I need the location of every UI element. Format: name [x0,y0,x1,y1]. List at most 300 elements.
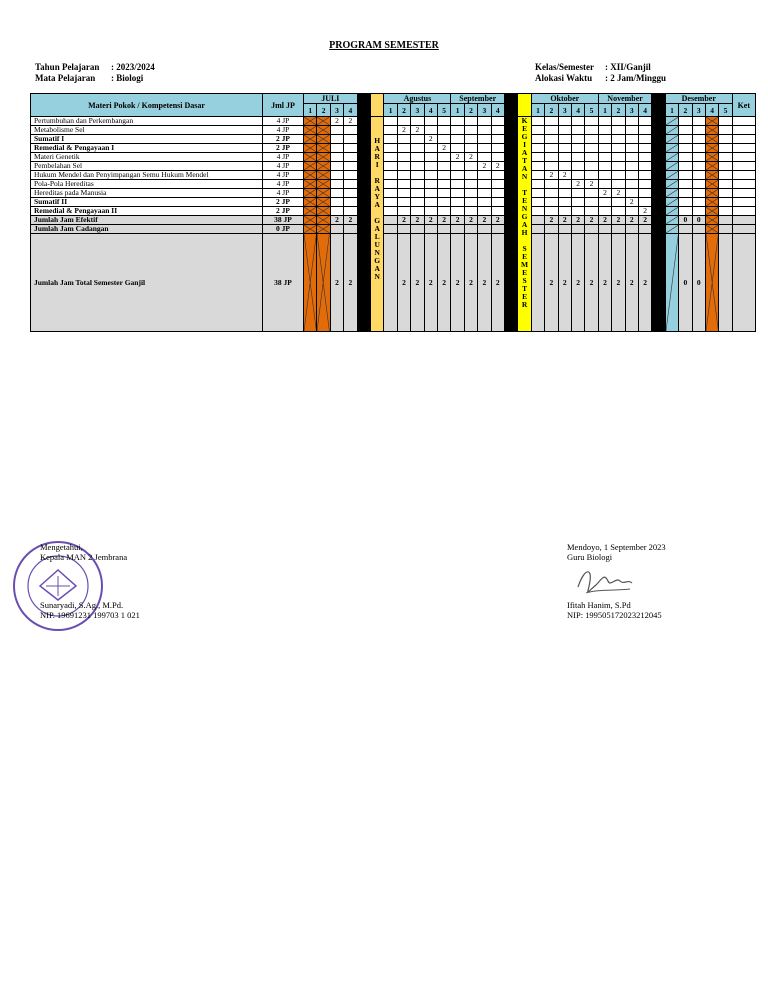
cell-nov2 [612,171,625,180]
cell-okt3 [558,207,571,216]
sig-right-line1: Mendoyo, 1 September 2023 [567,542,666,552]
cell-okt1 [531,144,544,153]
cell-agu2 [397,189,410,198]
cell-sep2 [464,207,477,216]
cell-agu2 [397,135,410,144]
cell-value: 2 [455,277,460,287]
cell-ket [732,162,755,171]
cell-value: 2 [335,116,339,125]
cell-okt2 [545,189,558,198]
cell-sep3 [478,162,491,171]
cell-agu1 [384,126,397,135]
cell-nov1 [598,162,611,171]
cell-sep1 [451,180,464,189]
cell-jul2 [317,216,330,225]
header-separator [357,94,370,117]
cell-value: 2 [562,215,567,224]
cell-value: 2 [469,277,473,287]
cell-nov2 [612,126,625,135]
cell-value: 2 [442,277,447,287]
cell-value: 2 [348,215,353,224]
row-name: Hereditas pada Manusia [31,189,263,198]
cell-des1 [665,144,678,153]
cell-agu3 [411,126,424,135]
cell-okt2 [545,207,558,216]
cell-jul2 [317,171,330,180]
week-number-okt1: 1 [531,104,544,117]
cell-des1 [665,126,678,135]
cell-okt2 [545,171,558,180]
cell-okt2 [545,153,558,162]
cell-des1 [665,153,678,162]
row-name: Remedial & Pengayaan I [31,144,263,153]
cell-jul1 [304,117,317,126]
cell-jul3 [330,225,343,234]
cell-okt4 [571,144,584,153]
cell-okt5 [585,189,598,198]
week-number-sep2: 2 [464,104,477,117]
cell-value: 2 [348,116,353,125]
row-jp: 38 JP [263,216,304,225]
row-name: Hukum Mendel dan Penyimpangan Semu Hukum Mendel [31,171,263,180]
row-jp: 4 JP [263,117,304,126]
cell-agu2 [397,117,410,126]
cell-value: 2 [616,188,621,197]
cell-value: 2 [576,215,580,224]
row-name: Jumlah Jam Total Semester Ganjil [31,234,263,332]
week-number-sep4: 4 [491,104,504,117]
cell-des2 [679,135,692,144]
cell-sep4 [491,225,504,234]
cell-sep2 [464,117,477,126]
meta-key: Tahun Pelajaran [35,62,100,72]
cell-des1 [665,189,678,198]
cell-jul3 [330,135,343,144]
sum-total-row [31,234,756,332]
cell-des4 [705,180,718,189]
cell-nov2 [612,135,625,144]
cell-sep1 [451,126,464,135]
cell-nov3 [625,180,638,189]
cell-ket [732,225,755,234]
cell-value: 2 [616,277,621,287]
header-month-jul: JULI [304,94,358,104]
meta-key: Mata Pelajaran [35,73,96,83]
header-band-galungan [371,94,384,117]
cell-des3 [692,225,705,234]
cell-jul4 [344,234,357,332]
sig-left-name: Sunaryadi, S.Ag., M.Pd. [40,600,124,610]
cell-nov3 [625,153,638,162]
cell-des5 [719,126,732,135]
cell-jul1 [304,225,317,234]
cell-jul1 [304,180,317,189]
cell-nov2 [612,225,625,234]
week-number-des4: 4 [705,104,718,117]
cell-sep3 [478,198,491,207]
cell-jul4 [344,207,357,216]
cell-value: 2 [643,215,648,224]
cell-nov4 [638,162,651,171]
cell-okt4 [571,126,584,135]
cell-okt4 [571,189,584,198]
cell-des4 [705,234,718,332]
semester-table [30,93,756,332]
cell-agu3 [411,117,424,126]
cell-okt2 [545,135,558,144]
cell-value: 2 [415,277,420,287]
cell-ket [732,216,755,225]
cell-agu1 [384,207,397,216]
cell-okt1 [531,216,544,225]
cell-agu2 [397,198,410,207]
cell-nov3 [625,198,638,207]
cell-nov1 [598,216,611,225]
cell-jul4 [344,135,357,144]
row-jp: 4 JP [263,162,304,171]
cell-des4 [705,153,718,162]
cell-agu5 [437,126,450,135]
week-number-des1: 1 [665,104,678,117]
cell-des3 [692,180,705,189]
cell-jul3 [330,234,343,332]
cell-jul3 [330,180,343,189]
cell-value: 2 [629,197,634,206]
cell-nov1 [598,207,611,216]
sig-right-line2: Guru Biologi [567,552,613,562]
cell-okt5 [585,198,598,207]
week-number-okt3: 3 [558,104,571,117]
cell-okt3 [558,180,571,189]
cell-des4 [705,225,718,234]
cell-nov3 [625,225,638,234]
cell-agu1 [384,144,397,153]
cell-des4 [705,162,718,171]
table-row [31,135,756,144]
cell-agu3 [411,153,424,162]
week-number-des5: 5 [719,104,732,117]
header-month-agu: Agustus [384,94,451,104]
cell-jul3 [330,207,343,216]
cell-value: 2 [562,277,567,287]
cell-sep1 [451,225,464,234]
cell-agu4 [424,198,437,207]
cell-nov3 [625,162,638,171]
cell-value: 2 [576,277,580,287]
cell-okt4 [571,171,584,180]
cell-des4 [705,135,718,144]
cell-agu1 [384,189,397,198]
cell-jul1 [304,198,317,207]
cell-value: 2 [402,125,406,134]
cell-okt1 [531,126,544,135]
cell-okt5 [585,207,598,216]
cell-okt1 [531,198,544,207]
cell-des5 [719,189,732,198]
cell-agu1 [384,225,397,234]
cell-value: 2 [589,179,594,188]
cell-jul4 [344,216,357,225]
cell-nov4 [638,144,651,153]
cell-okt5 [585,126,598,135]
cell-agu4 [424,225,437,234]
cell-okt2 [545,162,558,171]
cell-ket [732,180,755,189]
week-number-des3: 3 [692,104,705,117]
cell-agu5 [437,216,450,225]
cell-agu1 [384,162,397,171]
cell-des2 [679,126,692,135]
cell-value: 2 [402,215,406,224]
page-title: PROGRAM SEMESTER [329,40,439,51]
cell-jul4 [344,189,357,198]
cell-agu1 [384,198,397,207]
cell-agu2 [397,180,410,189]
week-number-okt2: 2 [545,104,558,117]
cell-jul2 [317,144,330,153]
band-semester [518,117,531,332]
header-month-sep: September [451,94,505,104]
cell-okt4 [571,234,584,332]
cell-nov3 [625,144,638,153]
cell-sep4 [491,216,504,225]
cell-jul2 [317,180,330,189]
cell-value: 2 [335,277,339,287]
cell-agu3 [411,180,424,189]
row-jp: 2 JP [263,135,304,144]
cell-agu2 [397,171,410,180]
cell-okt1 [531,234,544,332]
row-name: Jumlah Jam Cadangan [31,225,263,234]
cell-agu3 [411,189,424,198]
separator-column [652,117,665,332]
cell-okt1 [531,225,544,234]
cell-value: 2 [576,179,580,188]
cell-value: 2 [643,206,648,215]
sum-efektif-row [31,216,756,225]
cell-jul3 [330,216,343,225]
cell-value: 2 [562,170,567,179]
cell-value: 2 [335,215,339,224]
cell-agu5 [437,234,450,332]
cell-sep1 [451,153,464,162]
cell-des1 [665,225,678,234]
cell-jul3 [330,153,343,162]
cell-value: 2 [643,277,648,287]
week-number-sep3: 3 [478,104,491,117]
cell-agu2 [397,207,410,216]
cell-nov1 [598,234,611,332]
cell-jul4 [344,117,357,126]
cell-nov1 [598,225,611,234]
cell-okt3 [558,117,571,126]
cell-sep2 [464,234,477,332]
cell-okt5 [585,225,598,234]
cell-nov3 [625,234,638,332]
header-ket: Ket [732,94,755,117]
cell-sep2 [464,216,477,225]
cell-ket [732,234,755,332]
cell-sep3 [478,117,491,126]
cell-des2 [679,216,692,225]
cell-jul4 [344,162,357,171]
cell-sep4 [491,126,504,135]
cell-value: 2 [469,215,473,224]
cell-value: 2 [415,125,420,134]
cell-sep2 [464,135,477,144]
cell-des3 [692,117,705,126]
week-number-okt5: 5 [585,104,598,117]
cell-jul2 [317,135,330,144]
separator-column [504,117,517,332]
cell-nov2 [612,234,625,332]
header-month-des: Desember [665,94,732,104]
row-jp: 0 JP [263,225,304,234]
cell-value: 2 [549,277,554,287]
cell-okt5 [585,153,598,162]
cell-okt5 [585,144,598,153]
cell-agu2 [397,234,410,332]
cell-sep1 [451,162,464,171]
cell-sep4 [491,135,504,144]
cell-des1 [665,207,678,216]
cell-value: 2 [616,215,621,224]
header-separator [652,94,665,117]
band-text-semester: K E G I A T A N T E N G A H S E M E S T E R [521,116,529,309]
cell-nov4 [638,234,651,332]
cell-des1 [665,162,678,171]
cell-value: 2 [629,277,634,287]
cell-des4 [705,126,718,135]
cell-okt2 [545,126,558,135]
cell-agu5 [437,162,450,171]
cell-value: 2 [402,277,406,287]
cell-nov3 [625,117,638,126]
table-row [31,126,756,135]
cell-value: 2 [603,277,607,287]
cell-des2 [679,234,692,332]
cell-sep3 [478,135,491,144]
cell-des3 [692,216,705,225]
sig-right-name: Ifitah Hanim, S.Pd [567,600,631,610]
cell-des1 [665,135,678,144]
cell-des4 [705,207,718,216]
cell-des2 [679,162,692,171]
cell-okt1 [531,189,544,198]
meta-value: : XII/Ganjil [605,62,651,72]
cell-value: 2 [469,152,473,161]
cell-des4 [705,117,718,126]
cell-sep1 [451,135,464,144]
cell-sep4 [491,144,504,153]
header-month-okt: Oktober [531,94,598,104]
cell-okt5 [585,135,598,144]
row-name: Pertumbuhan dan Perkembangan [31,117,263,126]
cell-des5 [719,117,732,126]
cell-agu2 [397,162,410,171]
cell-ket [732,189,755,198]
cell-jul1 [304,189,317,198]
cell-sep3 [478,126,491,135]
cell-des5 [719,198,732,207]
cell-sep2 [464,180,477,189]
cell-okt5 [585,171,598,180]
cell-des2 [679,117,692,126]
cell-des4 [705,144,718,153]
cell-des5 [719,234,732,332]
cell-jul3 [330,162,343,171]
cell-okt4 [571,162,584,171]
cell-agu2 [397,216,410,225]
cell-des3 [692,171,705,180]
cell-jul1 [304,135,317,144]
cell-nov4 [638,198,651,207]
cell-okt3 [558,234,571,332]
row-name: Sumatif II [31,198,263,207]
cell-des5 [719,162,732,171]
cell-okt4 [571,225,584,234]
cell-nov1 [598,117,611,126]
week-number-des2: 2 [679,104,692,117]
cell-nov4 [638,189,651,198]
cell-agu1 [384,117,397,126]
cell-jul4 [344,171,357,180]
row-name: Materi Genetik [31,153,263,162]
cell-nov4 [638,171,651,180]
cell-okt4 [571,153,584,162]
cell-des1 [665,171,678,180]
cell-sep2 [464,189,477,198]
cell-okt3 [558,126,571,135]
cell-agu4 [424,144,437,153]
cell-nov3 [625,189,638,198]
cell-agu3 [411,171,424,180]
cell-value: 2 [549,170,554,179]
row-name: Pembelahan Sel [31,162,263,171]
cell-nov4 [638,117,651,126]
header-separator [504,94,517,117]
table-row [31,180,756,189]
cell-des3 [692,234,705,332]
cell-sep3 [478,153,491,162]
cell-ket [732,153,755,162]
cell-agu4 [424,162,437,171]
cell-value: 0 [696,215,701,224]
band-text-galungan: H A R I R A Y A G A L U N G A N [374,136,381,281]
cell-sep2 [464,162,477,171]
sig-left-nip: NIP. 19691231 199703 1 021 [40,610,140,620]
cell-sep2 [464,225,477,234]
cell-agu1 [384,135,397,144]
cell-nov1 [598,144,611,153]
cell-jul4 [344,198,357,207]
cell-des1 [665,198,678,207]
cell-sep4 [491,207,504,216]
cell-agu4 [424,189,437,198]
row-jp: 2 JP [263,198,304,207]
cell-nov3 [625,207,638,216]
cell-okt1 [531,117,544,126]
cell-jul1 [304,144,317,153]
cell-sep4 [491,117,504,126]
cell-okt1 [531,171,544,180]
row-jp: 38 JP [263,234,304,332]
cell-value: 2 [629,215,634,224]
cell-agu1 [384,153,397,162]
table-row [31,189,756,198]
cell-ket [732,171,755,180]
cell-value: 2 [495,215,500,224]
